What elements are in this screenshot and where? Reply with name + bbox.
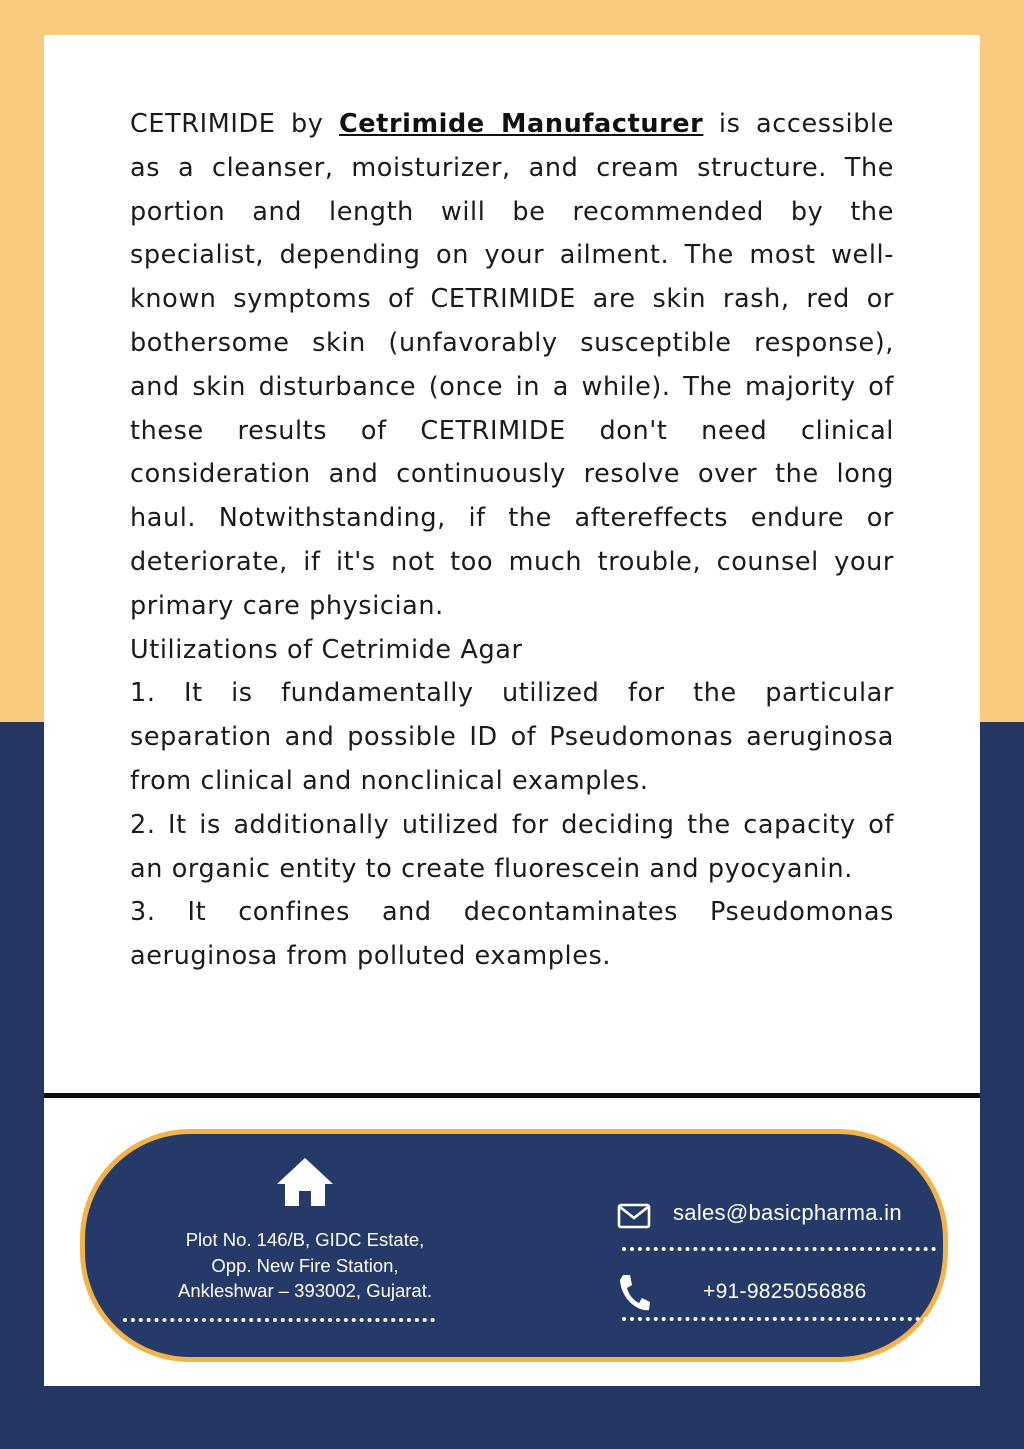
section-heading: Utilizations of Cetrimide Agar (130, 634, 523, 665)
email-link[interactable]: sales@basicpharma.in (673, 1200, 902, 1225)
intro-text-rest: is accessible as a cleanser, moisturizer, and cream structure. The portion and length will be recommended by the specialist, depending on your ailment. The most well-known symptoms of CETRIMIDE are skin rash, red or bothersome skin (unfavorably susceptible response), and skin disturbance (once in a while). The majority of these results of CETRIMIDE don't need clinical consideration and continuously resolve over the long haul. Notwithstanding, if the aftereffects endure or deteriorate, if it's not too much trouble, counsel your primary care physician. (130, 109, 894, 621)
address-dotted-divider (123, 1318, 435, 1322)
intro-text-start: CETRIMIDE by (130, 109, 339, 139)
email-dotted-divider (622, 1247, 936, 1251)
cetrimide-manufacturer-link[interactable]: Cetrimide Manufacturer (338, 109, 704, 139)
address-block (125, 1227, 485, 1304)
mail-icon (617, 1203, 651, 1229)
content-card (44, 35, 980, 1386)
home-icon (275, 1156, 335, 1208)
divider-line (44, 1093, 980, 1098)
list-item-2: 2. It is additionally utilized for deciding the capacity of an organic entity to create fluorescein and pyocyanin. (130, 809, 894, 884)
phone-number[interactable]: +91-9825056886 (703, 1280, 867, 1303)
article-body (130, 103, 894, 979)
list-item-1: 1. It is fundamentally utilized for the particular separation and possible ID of Pseudomonas aeruginosa from clinical and nonclinical examples. (130, 678, 894, 796)
phone-dotted-divider (622, 1317, 936, 1321)
phone-icon (617, 1272, 651, 1314)
list-item-3: 3. It confines and decontaminates Pseudomonas aeruginosa from polluted examples. (130, 897, 894, 972)
contact-footer (80, 1129, 948, 1362)
address-line-1: Plot No. 146/B, GIDC Estate, (185, 1229, 425, 1250)
intro-paragraph (130, 103, 894, 629)
address-line-3: Ankleshwar – 393002, Gujarat. (177, 1280, 432, 1301)
address-line-2: Opp. New Fire Station, (211, 1254, 399, 1276)
